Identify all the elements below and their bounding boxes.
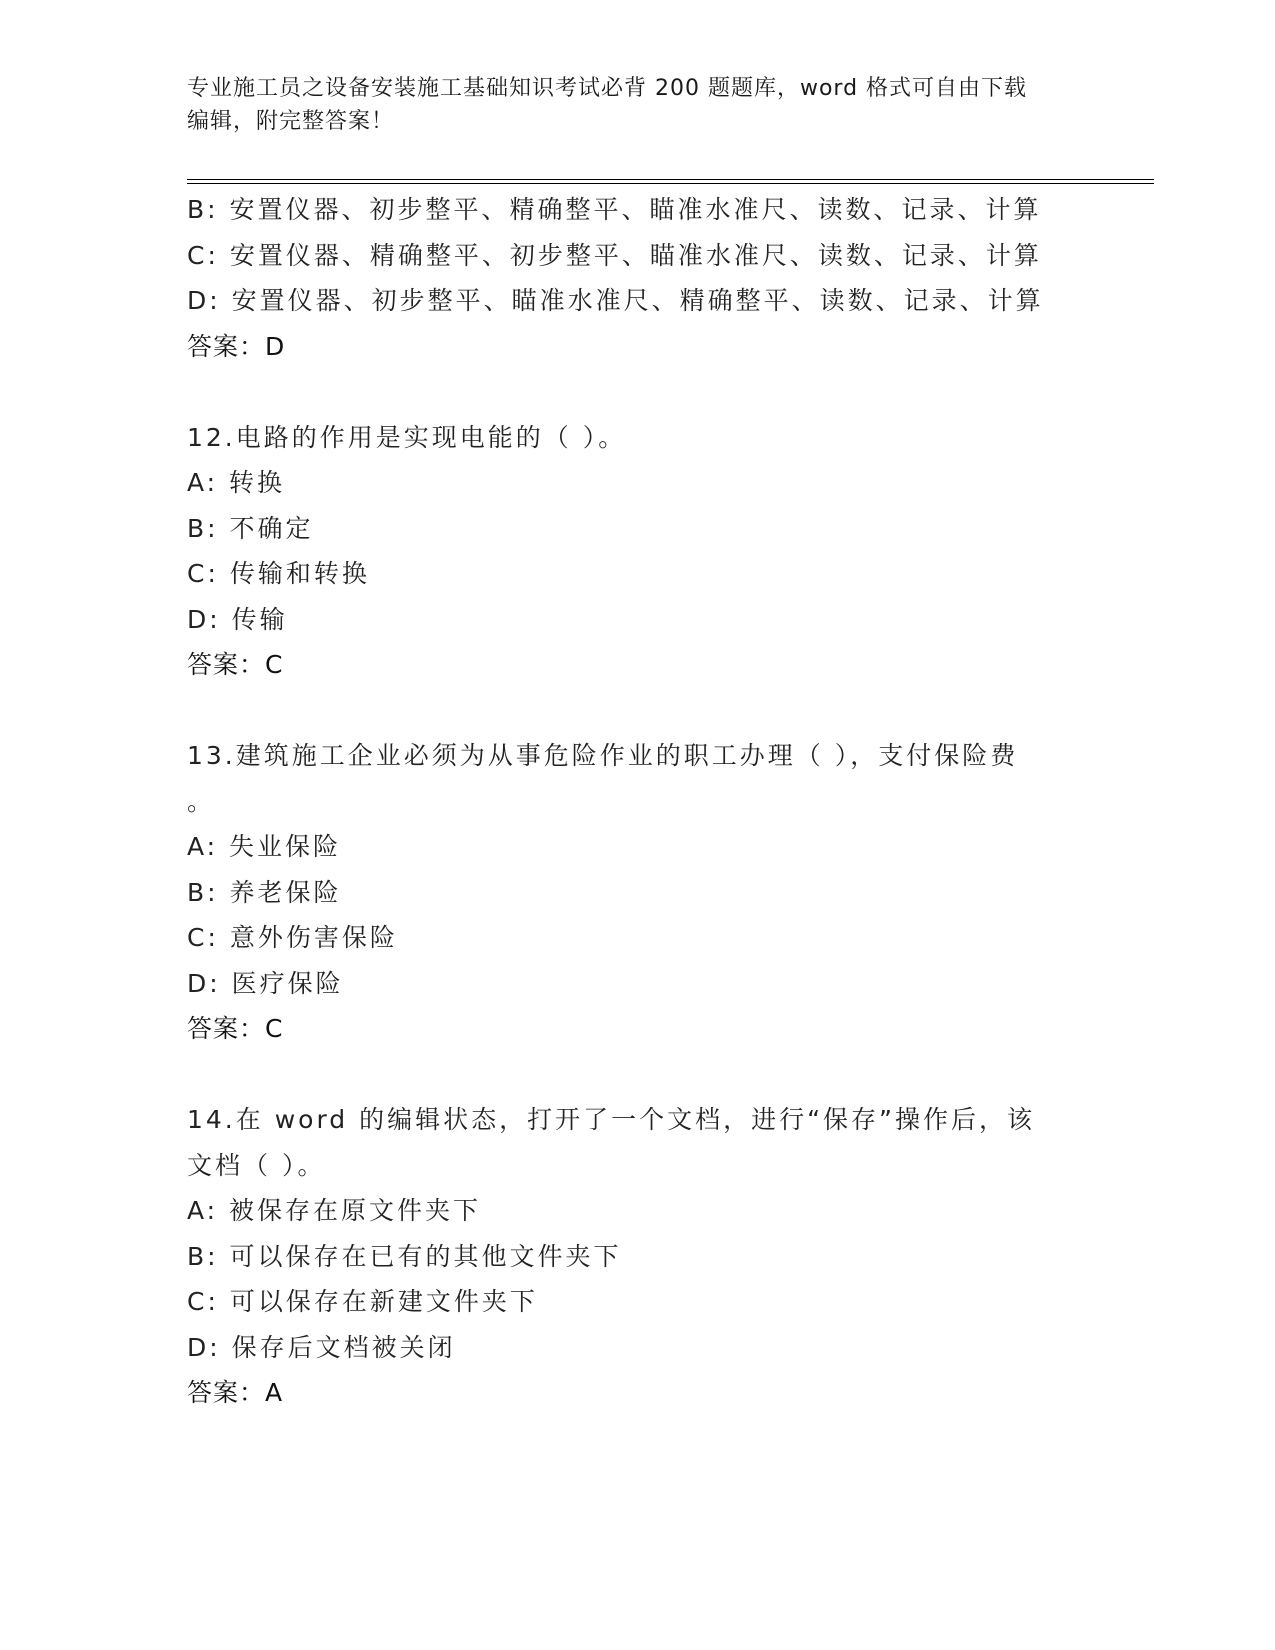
option-c: C: 可以保存在新建文件夹下 xyxy=(187,1287,538,1316)
header-line-2: 编辑，附完整答案！ xyxy=(187,109,395,134)
answer: 答案：C xyxy=(187,650,284,679)
answer: 答案：C xyxy=(187,1014,284,1043)
option-b: B: 可以保存在已有的其他文件夹下 xyxy=(187,1241,622,1271)
option-a: A: 被保存在原文件夹下 xyxy=(187,1196,482,1225)
option-d: D: 传输 xyxy=(187,604,288,634)
question-12 xyxy=(187,415,1087,688)
option-b: B: 安置仪器、初步整平、精确整平、瞄准水准尺、读数、记录、计算 xyxy=(187,195,1042,224)
question-list xyxy=(187,187,1087,1416)
header-divider-top xyxy=(187,179,1154,180)
option-d: D: 安置仪器、初步整平、瞄准水准尺、精确整平、读数、记录、计算 xyxy=(187,286,1044,315)
question-11 xyxy=(187,187,1087,369)
question-text-line-1: 13.建筑施工企业必须为从事危险作业的职工办理（ ），支付保险费 xyxy=(187,741,1019,770)
spacer xyxy=(187,688,1087,734)
spacer xyxy=(187,1052,1087,1098)
option-c: C: 传输和转换 xyxy=(187,559,370,588)
option-c: C: 意外伤害保险 xyxy=(187,923,398,952)
option-b: B: 养老保险 xyxy=(187,877,342,907)
question-13 xyxy=(187,733,1087,1052)
question-text: 12.电路的作用是实现电能的（ ）。 xyxy=(187,422,627,452)
option-c: C: 安置仪器、精确整平、初步整平、瞄准水准尺、读数、记录、计算 xyxy=(187,240,1042,270)
option-d: D: 医疗保险 xyxy=(187,968,344,998)
answer: 答案：A xyxy=(187,1378,284,1407)
option-a: A: 失业保险 xyxy=(187,832,342,861)
question-text-line-2: 文档（ ）。 xyxy=(187,1150,326,1180)
header-line-1: 专业施工员之设备安装施工基础知识考试必背 200 题题库，word 格式可自由下载 xyxy=(187,76,1028,101)
option-a: A: 转换 xyxy=(187,468,286,497)
document-header xyxy=(187,72,1087,138)
option-d: D: 保存后文档被关闭 xyxy=(187,1332,456,1362)
question-text-line-1: 14.在 word 的编辑状态，打开了一个文档，进行“保存”操作后，该 xyxy=(187,1105,1036,1134)
spacer xyxy=(187,369,1087,415)
question-text-line-2: 。 xyxy=(187,786,216,816)
answer: 答案：D xyxy=(187,331,286,361)
question-14 xyxy=(187,1097,1087,1416)
header-divider-bottom xyxy=(187,183,1154,184)
option-b: B: 不确定 xyxy=(187,513,314,543)
